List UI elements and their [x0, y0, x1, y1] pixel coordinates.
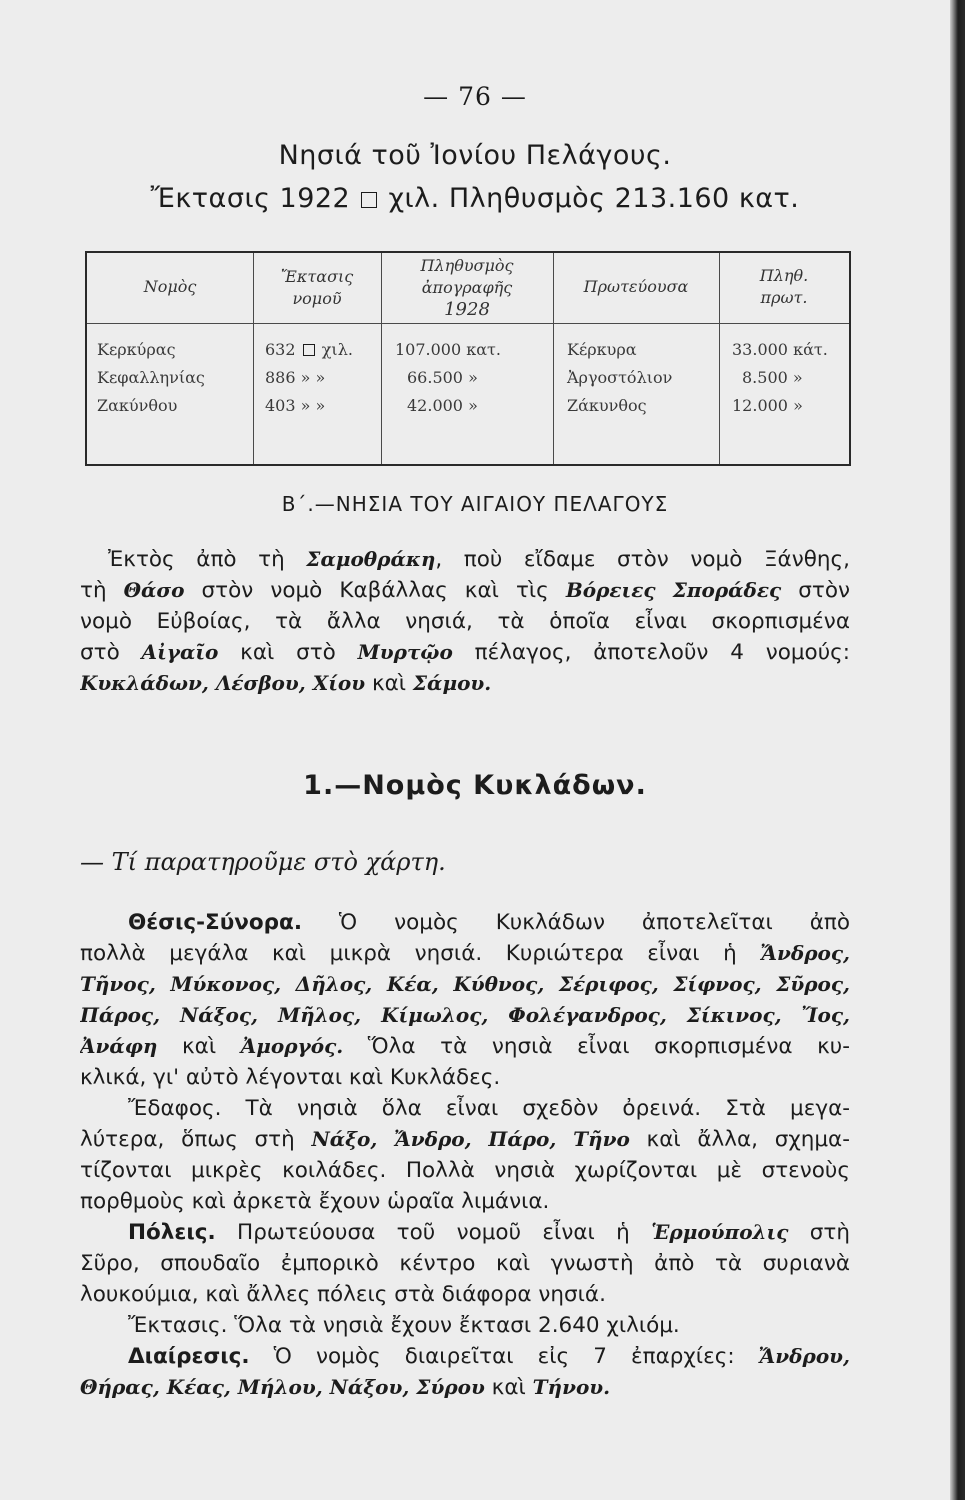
text-line: Ἐκτὸς ἀπὸ τὴ Σαμοθράκη, ποὺ εἴδαμε στὸν νομὸ Ξάνθης,	[108, 547, 850, 572]
text-line: λουκούμια, καὶ ἄλλες πόλεις στὰ διάφορα νησιά.	[80, 1282, 606, 1307]
text-line: Διαίρεσις. Ὁ νομὸς διαιρεῖται εἰς 7 ἐπαρχίες: Ἄνδρου,	[128, 1344, 850, 1369]
table-cell-capital: Ἀργοστόλιον	[567, 368, 673, 387]
cyclades-description	[80, 907, 850, 1403]
text-line: πορθμοὺς καὶ ἀρκετὰ ἔχουν ὡραῖα λιμάνια.	[80, 1189, 550, 1214]
area-value: 632	[265, 340, 296, 359]
ionian-nomoi-table	[85, 251, 851, 466]
text-line: νομὸ Εὐβοίας, τὰ ἄλλα νησιά, τὰ ὁποῖα εἶναι σκορπισμένα	[80, 609, 850, 634]
text-line: τὴ Θάσο στὸν νομὸ Καβάλλας καὶ τὶς Βόρειες Σποράδες στὸν	[80, 578, 850, 603]
text-line: Ἀνάφη καὶ Ἀμοργός. Ὅλα τὰ νησιὰ εἶναι σκορπισμένα κυ-	[80, 1034, 850, 1059]
table-cell-capital-population: 12.000 »	[732, 396, 803, 415]
table-cell-capital: Κέρκυρα	[567, 340, 637, 359]
page-edge-shadow	[950, 0, 965, 1500]
text-line: Σῦρο, σπουδαῖο ἐμπορικὸ κέντρο καὶ γνωστὴ ἀπὸ τὰ συριανὰ	[80, 1251, 850, 1276]
population-stat: χιλ. Πληθυσμὸς 213.160 κατ.	[388, 183, 800, 214]
table-cell-area	[265, 337, 353, 363]
header-ektasis-line2: νομοῦ	[292, 289, 342, 308]
header-population-line2: ἀπογραφῆς	[421, 278, 513, 297]
header-capital-population-line2: πρωτ.	[760, 288, 808, 307]
ionian-area-population	[0, 183, 950, 214]
text-line: Πόλεις. Πρωτεύουσα τοῦ νομοῦ εἶναι ἡ Ἑρμούπολις στὴ	[128, 1220, 850, 1245]
area-unit: χιλ.	[321, 340, 353, 359]
map-question-heading: — Τί παρατηροῦμε στὸ χάρτη.	[80, 848, 446, 876]
text-line: Ἔδαφος. Τὰ νησιὰ ὅλα εἶναι σχεδὸν ὀρεινά. Στὰ μεγα-	[128, 1096, 850, 1121]
table-cell-population: 66.500 »	[407, 368, 478, 387]
header-capital: Πρωτεύουσα	[583, 277, 689, 296]
page-number: — 76 —	[423, 82, 527, 111]
area-unit: » »	[300, 368, 326, 387]
header-capital-population	[719, 265, 849, 309]
aegean-intro-paragraph	[80, 544, 850, 699]
cyclades-title: 1.—Νομὸς Κυκλάδων.	[303, 770, 647, 801]
section-title-aegean: Β΄.—ΝΗΣΙΑ ΤΟΥ ΑΙΓΑΙΟΥ ΠΕΛΑΓΟΥΣ	[281, 492, 669, 516]
text-line: λύτερα, ὅπως στὴ Νάξο, Ἄνδρο, Πάρο, Τῆνο καὶ ἄλλα, σχημα-	[80, 1127, 850, 1152]
table-cell-capital: Ζάκυνθος	[567, 396, 647, 415]
header-population-line1: Πληθυσμὸς	[420, 256, 514, 275]
table-header-divider	[87, 323, 849, 324]
table-cell-nomos: Κερκύρας	[97, 340, 176, 359]
area-stat-prefix: Ἔκτασις 1922	[150, 183, 351, 214]
table-cell-capital-population: 8.500 »	[742, 368, 803, 387]
text-line: στὸ Αἰγαῖο καὶ στὸ Μυρτῷο πέλαγος, ἀποτελοῦν 4 νομούς:	[80, 640, 850, 665]
header-population	[381, 255, 553, 321]
table-cell-capital-population: 33.000 κάτ.	[732, 340, 828, 359]
header-ektasis-line1: Ἔκτασις	[280, 267, 354, 286]
table-cell-area	[265, 365, 325, 391]
square-symbol-icon	[303, 344, 315, 356]
header-capital-population-line1: Πληθ.	[759, 266, 809, 285]
table-cell-population: 42.000 »	[407, 396, 478, 415]
table-cell-nomos: Ζακύνθου	[97, 396, 178, 415]
table-cell-population: 107.000 κατ.	[395, 340, 501, 359]
table-cell-area	[265, 393, 325, 419]
area-unit: » »	[300, 396, 326, 415]
area-value: 886	[265, 368, 296, 387]
text-line: κλικά, γι' αὐτὸ λέγονται καὶ Κυκλάδες.	[80, 1065, 501, 1090]
text-line: Ἔκτασις. Ὅλα τὰ νησιὰ ἔχουν ἔκτασι 2.640 χιλιόμ.	[128, 1313, 680, 1338]
text-line: Τῆνος, Μύκονος, Δῆλος, Κέα, Κύθνος, Σέριφος, Σίφνος, Σῦρος,	[80, 972, 850, 996]
table-cell-nomos: Κεφαλληνίας	[97, 368, 205, 387]
text-line: Κυκλάδων, Λέσβου, Χίου καὶ Σάμου.	[80, 671, 492, 696]
text-line: τίζονται μικρὲς κοιλάδες. Πολλὰ νησιὰ χωρίζονται μὲ στενοὺς	[80, 1158, 850, 1183]
header-nomos: Νομὸς	[143, 277, 197, 296]
header-ektasis	[253, 266, 381, 310]
text-line: πολλὰ μεγάλα καὶ μικρὰ νησιά. Κυριώτερα εἶναι ἡ Ἄνδρος,	[80, 941, 850, 966]
area-value: 403	[265, 396, 296, 415]
square-symbol-icon	[361, 192, 377, 208]
header-population-year: 1928	[444, 299, 490, 320]
text-line: Θέσις-Σύνορα. Ὁ νομὸς Κυκλάδων ἀποτελεῖται ἀπὸ	[128, 910, 850, 935]
text-line: Πάρος, Νάξος, Μῆλος, Κίμωλος, Φολέγανδρος, Σίκινος, Ἴος,	[80, 1003, 850, 1027]
text-line: Θήρας, Κέας, Μήλου, Νάξου, Σύρου καὶ Τήνου.	[80, 1375, 611, 1400]
section-title-ionian: Νησιά τοῦ Ἰονίου Πελάγους.	[278, 140, 672, 171]
